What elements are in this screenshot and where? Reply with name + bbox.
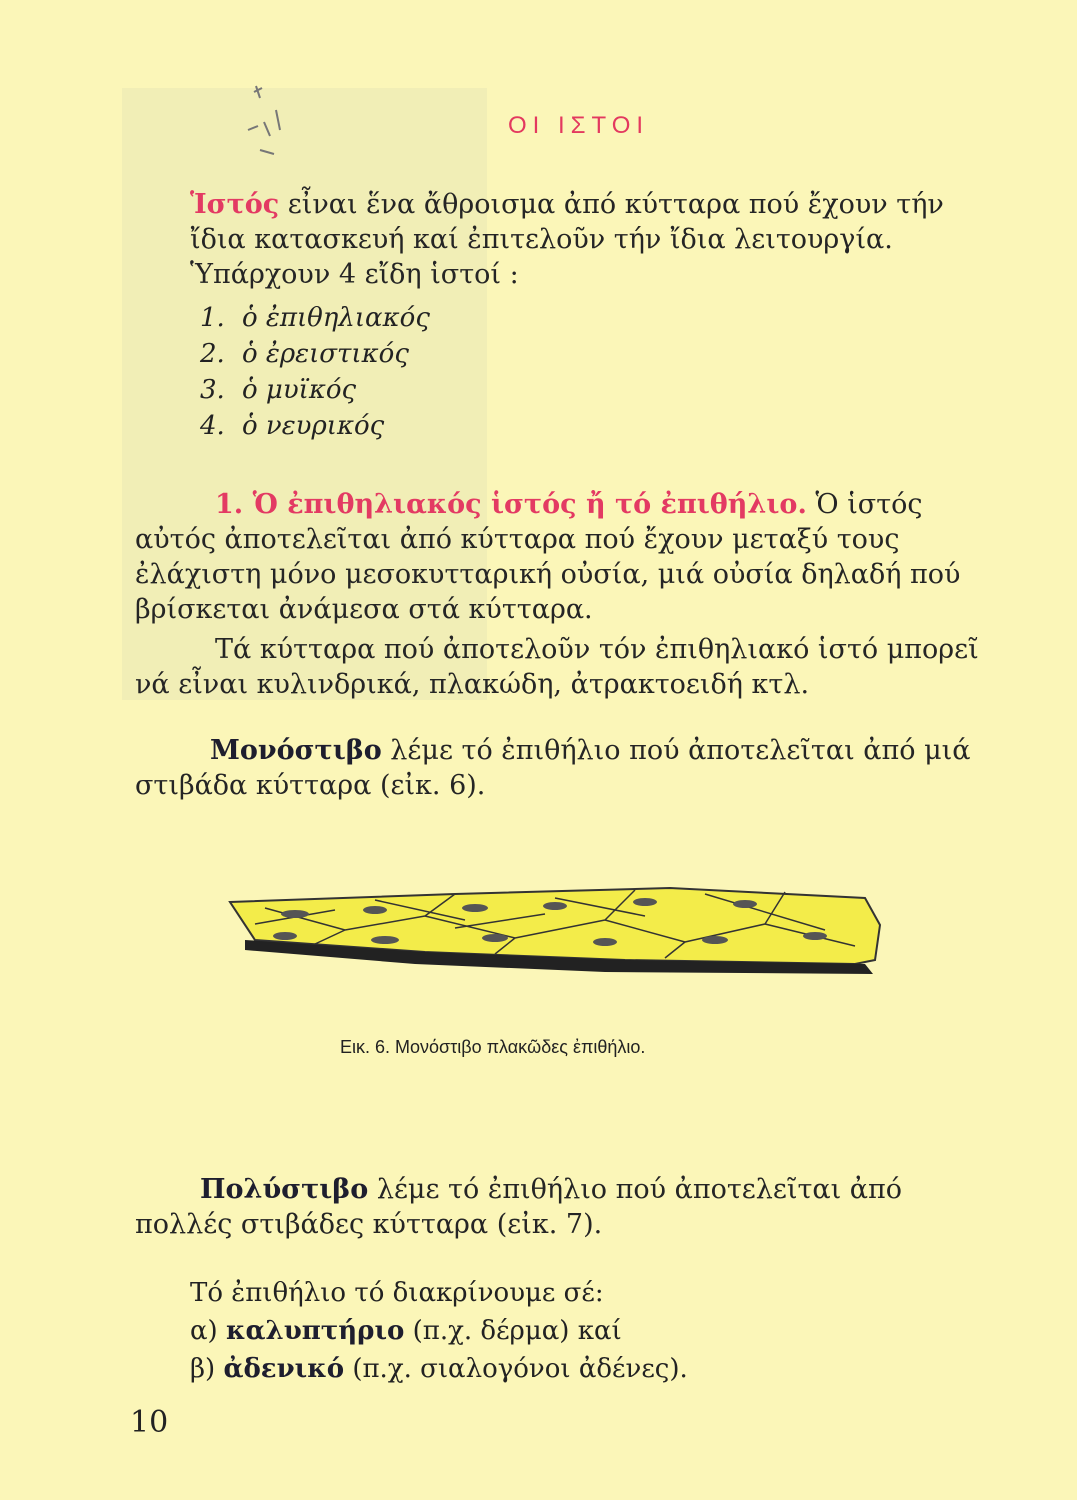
list-item: 4. ὁ νευρικός xyxy=(200,411,385,441)
list-item: 2. ὁ ἐρειστικός xyxy=(200,339,409,369)
tissue-types-list xyxy=(200,300,430,444)
ink-smudge-mark xyxy=(230,80,310,170)
monostibo-text: λέμε τό ἐπιθήλιο πού ἀποτελεῖται ἀπό μιά στιβάδα κύτταρα (εἰκ. 6). xyxy=(135,735,971,801)
classification-intro: Τό ἐπιθήλιο τό διακρίνουμε σέ: xyxy=(190,1278,604,1308)
polystibo-text: λέμε τό ἐπιθήλιο πού ἀποτελεῖται ἀπό πολλές στιβάδες κύτταρα (εἰκ. 7). xyxy=(135,1174,903,1240)
term-polystibo: Πολύστιβο xyxy=(200,1174,369,1205)
monostibo-paragraph xyxy=(135,733,1005,803)
section-text: Ὁ ἱστός αὐτός ἀποτελεῖται ἀπό κύτταρα πού ἔχουν μεταξύ τους ἐλάχιστη μόνο μεσοκυτταρική οὐσία, μιά οὐσία δηλαδή πού βρίσκεται ἀνάμεσα στά κύτταρα. xyxy=(135,489,961,625)
page-title: ΟΙ ΙΣΤΟΙ xyxy=(508,112,650,139)
cell-shapes-paragraph: Τά κύτταρα πού ἀποτελοῦν τόν ἐπιθηλιακό ἱστό μπορεῖ νά εἶναι κυλινδρικά, πλακώδη, ἀτρακτοειδή κτλ. xyxy=(135,634,979,700)
intro-paragraph xyxy=(190,187,1002,292)
page-number: 10 xyxy=(130,1405,169,1440)
polystibo-paragraph xyxy=(135,1172,1005,1242)
list-item: α) καλυπτήριο (π.χ. δέρμα) καί xyxy=(190,1316,622,1346)
intro-text: εἶναι ἕνα ἄθροισμα ἀπό κύτταρα πού ἔχουν τήν ἴδια κατασκευή καί ἐπιτελοῦν τήν ἴδια λειτουργία. Ὑπάρχουν 4 εἴδη ἱστοί : xyxy=(190,189,944,290)
epithelium-classification xyxy=(190,1274,688,1388)
list-item: 1. ὁ ἐπιθηλιακός xyxy=(200,303,430,333)
term-istos: Ἱστός xyxy=(190,189,280,220)
list-item: β) ἀδενικό (π.χ. σιαλογόνοι ἀδένες). xyxy=(190,1354,688,1384)
figure-caption: Εικ. 6. Μονόστιβο πλακῶδες ἐπιθήλιο. xyxy=(340,1037,646,1057)
list-item: 3. ὁ μυϊκός xyxy=(200,375,357,405)
section-epithelium-paragraph xyxy=(135,487,1005,627)
simple-squamous-epithelium-illustration xyxy=(225,880,885,980)
section-heading: 1. Ὁ ἐπιθηλιακός ἱστός ἤ τό ἐπιθήλιο. xyxy=(215,489,807,520)
term-monostibo: Μονόστιβο xyxy=(210,735,382,766)
